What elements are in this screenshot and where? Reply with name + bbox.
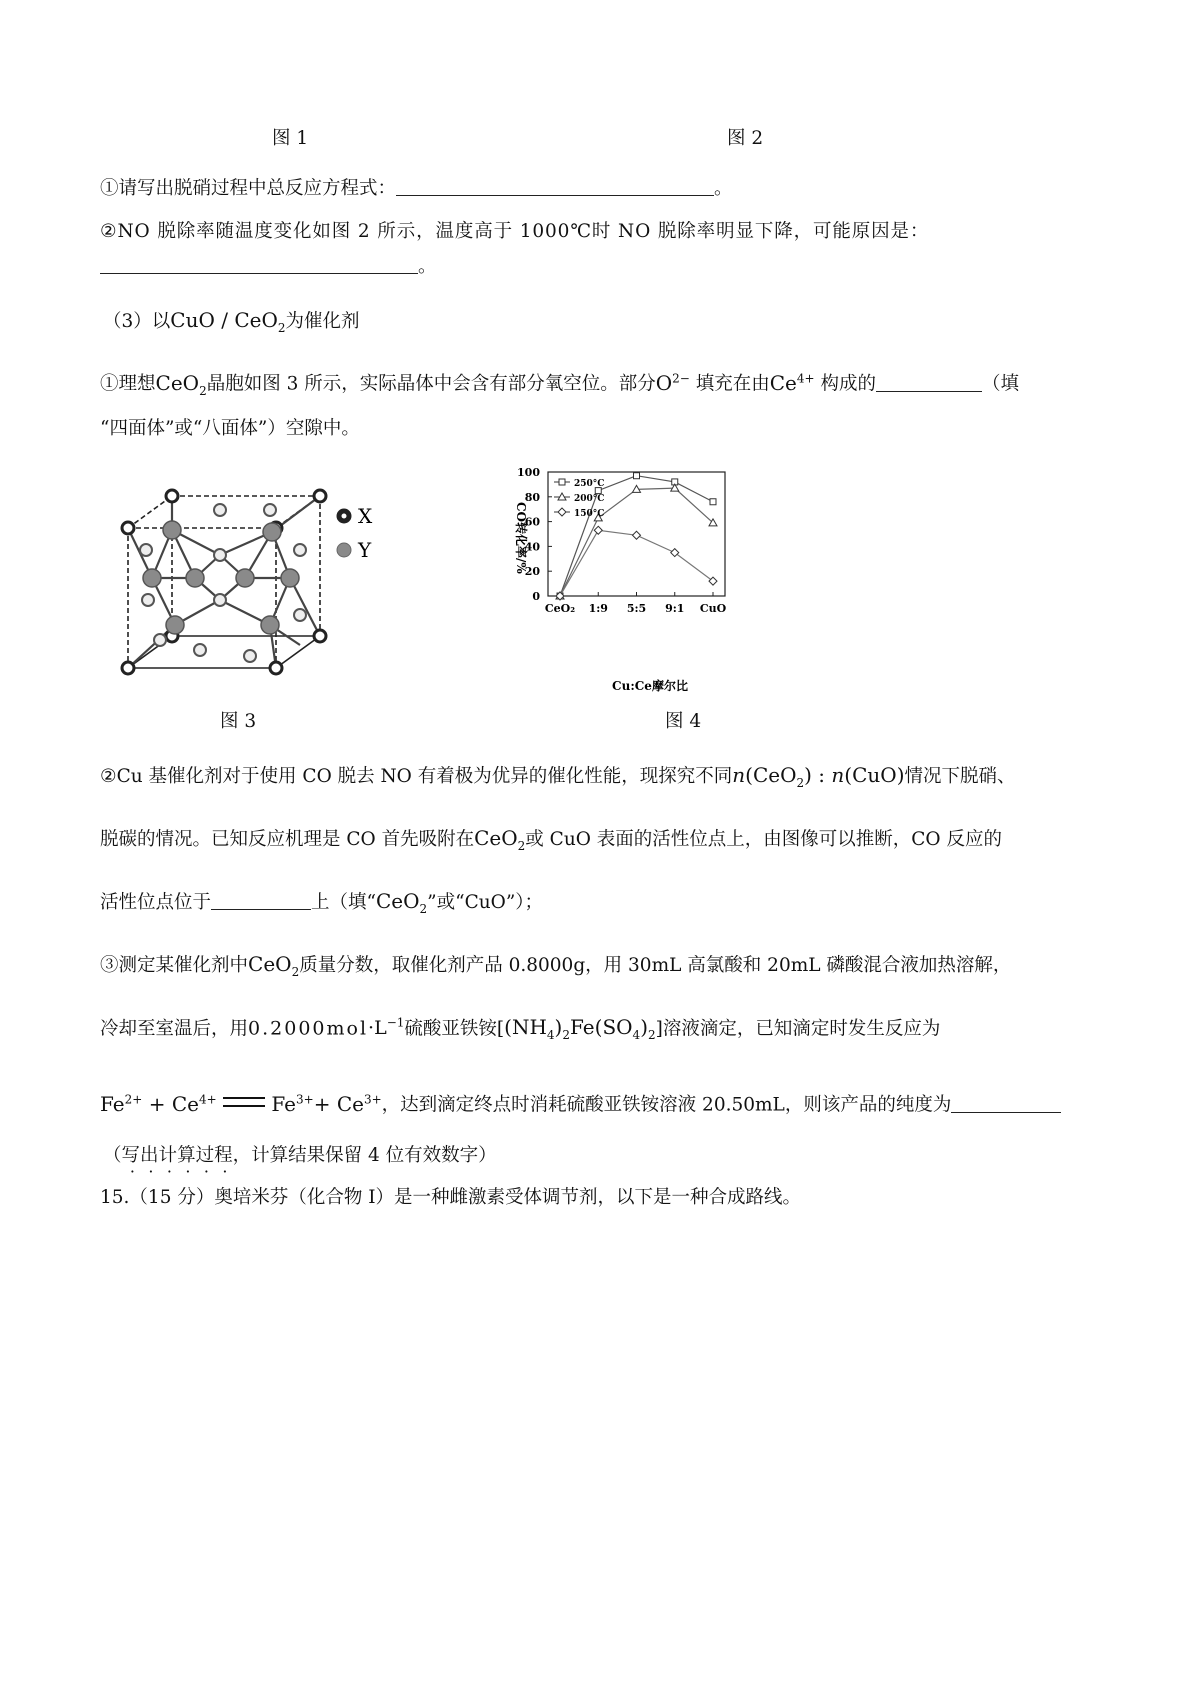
legend-y-marker [337, 543, 351, 557]
x-tick-label: 5:5 [626, 602, 647, 615]
q2-line: ②NO 脱除率随温度变化如图 2 所示，温度高于 1000℃时 NO 脱除率明显下降，可能原因是： [100, 221, 930, 242]
series-line [560, 488, 713, 596]
x-tick-label: 9:1 [665, 602, 685, 615]
legend-marker [558, 508, 566, 516]
figure-3-crystal-cell [100, 480, 400, 690]
q2-answer-line [100, 258, 437, 277]
legend-x-label: X [358, 504, 373, 528]
fig2-label: 图 2 [727, 128, 764, 149]
p3-answer-blank[interactable] [951, 1112, 1061, 1113]
series-line [560, 530, 713, 596]
titration-equation: $Fe^{2+} + Ce^{4+}$ $Fe^{3+}+ Ce^{3+}$ [100, 1091, 382, 1116]
y-tick-label: 40 [524, 540, 540, 554]
y-tick-label: 60 [524, 515, 540, 529]
data-point [594, 526, 602, 534]
q1-prefix: ①请写出脱硝过程中总反应方程式： [100, 178, 397, 199]
p2-line3: 活性位点位于 上（填“CeO$_2$”或“CuO”）； [100, 889, 544, 916]
y-tick-label: 0 [532, 590, 540, 603]
y-tick-label: 80 [524, 490, 540, 504]
legend-label: 250°C [574, 479, 605, 489]
legend-y-label: Y [358, 538, 372, 562]
q2-suffix: 。 [418, 256, 437, 277]
q1-answer-blank[interactable] [396, 195, 714, 196]
chart-xlabel: Cu:Ce摩尔比 [612, 679, 688, 693]
p2-answer-blank[interactable] [211, 909, 311, 910]
p2-line2: 脱碳的情况。已知反应机理是 CO 首先吸附在CeO$_2$或 CuO 表面的活性位点上，由图像可以推断，CO 反应的 [100, 826, 1002, 853]
p2-line1: ②Cu 基催化剂对于使用 CO 脱去 NO 有着极为优异的催化性能，现探究不同n(CeO$_2$) : n(CuO)情况下脱硝、 [100, 763, 1016, 790]
x-tick-label: CeO₂ [544, 602, 576, 615]
x-tick-label: CuO [699, 602, 727, 615]
data-point [633, 531, 641, 539]
legend-label: 150°C [574, 509, 605, 519]
legend-label: 200°C [574, 494, 605, 504]
p3-line1: ③测定某催化剂中CeO$_2$质量分数，取催化剂产品 0.8000g，用 30mL 高氯酸和 20mL 磷酸混合液加热溶解， [100, 952, 1012, 979]
fig3-label: 图 3 [220, 711, 257, 732]
p1-answer-blank[interactable] [876, 391, 982, 392]
q2-answer-blank[interactable] [100, 273, 418, 274]
emphasized-note: （写出计算过程 [103, 1145, 233, 1166]
part3-heading: （3）以CuO / CeO$_2$为催化剂 [103, 308, 360, 335]
figure-4-co-conversion-chart [500, 460, 800, 695]
p1-line1: ①理想CeO$_2$晶胞如图 3 所示，实际晶体中会含有部分氧空位。部分$O^{2-}$ 填充在由$Ce^{4+}$ 构成的 （填 [100, 370, 1019, 398]
fig4-label: 图 4 [665, 711, 702, 732]
q15-line: 15.（15 分）奥培米芬（化合物 I）是一种雌激素受体调节剂，以下是一种合成路线。 [100, 1187, 802, 1208]
catalyst-formula: CuO / CeO$_2$ [170, 308, 286, 335]
p3-line2: 冷却至室温后，用$0.2000mol\cdot L^{-1}$硫酸亚铁铵$[(NH_4)_2Fe(SO_4)_2]$溶液滴定，已知滴定时发生反应为 [100, 1015, 941, 1043]
x-tick-label: 1:9 [588, 602, 608, 615]
q1-line [100, 180, 733, 199]
figure-3-legend [337, 504, 373, 562]
y-tick-label: 20 [524, 565, 540, 579]
legend-marker [559, 479, 565, 485]
chart-ylabel: CO转化率/% [514, 502, 528, 574]
data-point [634, 473, 640, 479]
y-tick-label: 100 [517, 466, 540, 479]
q1-suffix: 。 [714, 178, 733, 199]
p1-line2: “四面体”或“八面体”）空隙中。 [100, 418, 360, 439]
fig1-label: 图 1 [272, 128, 309, 149]
p3-line4: （写出计算过程，计算结果保留 4 位有效数字） [103, 1145, 497, 1166]
data-point [710, 499, 716, 505]
p3-line3: $Fe^{2+} + Ce^{4+}$ $Fe^{3+}+ Ce^{3+}$，达到滴定终点时消耗硫酸亚铁铵溶液 20.50mL，则该产品的纯度为 [100, 1093, 1061, 1115]
